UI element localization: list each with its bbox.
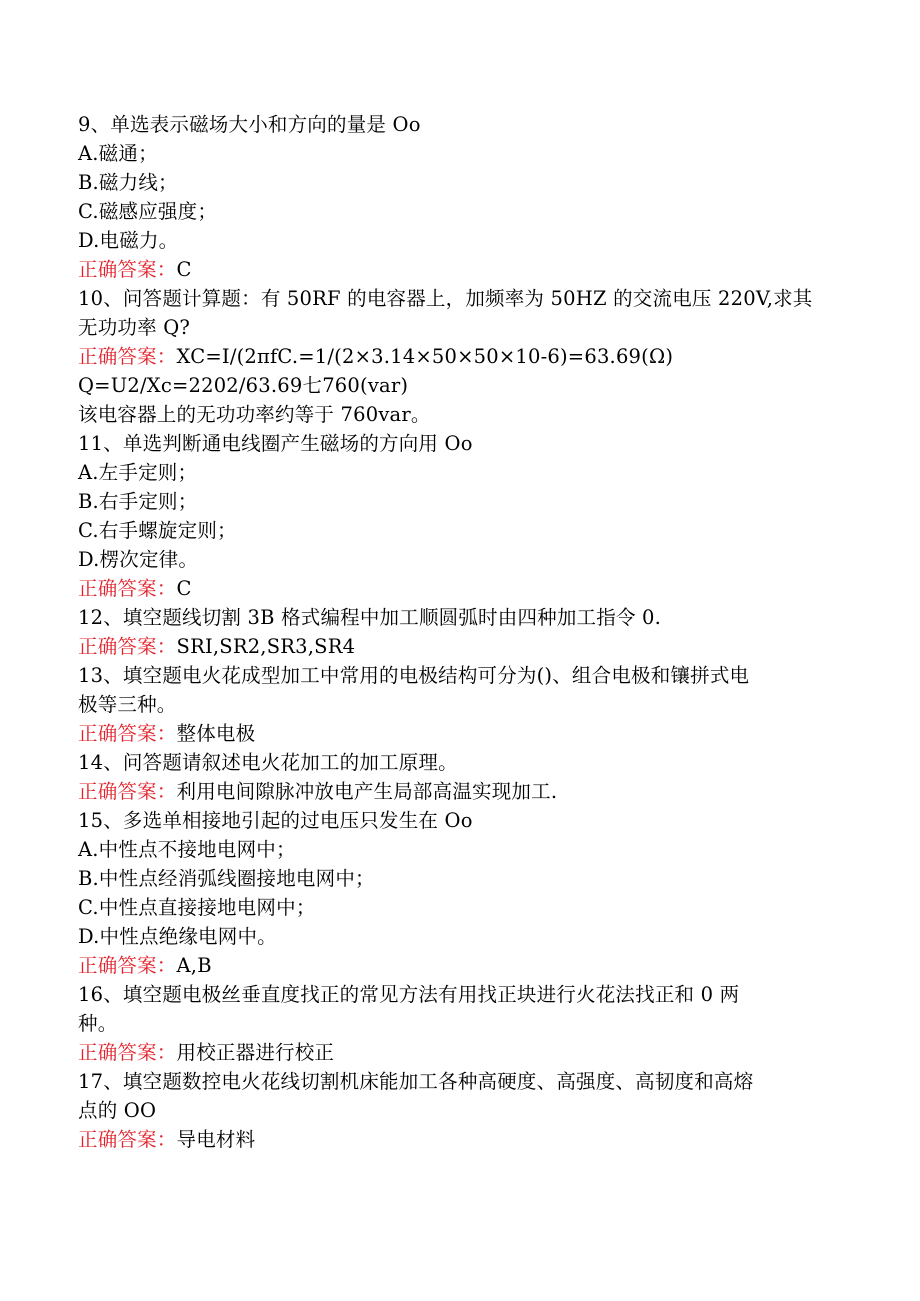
document-body	[78, 110, 838, 1154]
answer-label: 正确答案：	[78, 635, 177, 658]
answer-text: SRI,SR2,SR3,SR4	[176, 635, 356, 658]
question-line: 极等三种。	[78, 693, 177, 716]
answer-continuation: Q=U2/Xc=2202/63.69七760(var)	[78, 374, 409, 397]
answer-label: 正确答案：	[78, 954, 177, 977]
answer-text: C	[176, 258, 192, 281]
question-line: 10、问答题计算题：有 50RF 的电容器上，加频率为 50HZ 的交流电压 220V,求其	[78, 287, 813, 310]
option-line: C.磁感应强度；	[78, 200, 218, 223]
answer-line	[78, 632, 838, 661]
question-line: 9、单选表示磁场大小和方向的量是 Oo	[78, 113, 421, 136]
answer-text: A,B	[176, 954, 212, 977]
question-line: 13、填空题电火花成型加工中常用的电极结构可分为()、组合电极和镶拼式电	[78, 664, 750, 687]
option-line: C.右手螺旋定则；	[78, 519, 237, 542]
option-line: A.左手定则；	[78, 461, 198, 484]
answer-label: 正确答案：	[78, 1041, 177, 1064]
answer-text: 利用电间隙脉冲放电产生局部高温实现加工.	[176, 780, 558, 803]
answer-text: C	[176, 577, 192, 600]
answer-label: 正确答案：	[78, 345, 177, 368]
answer-line	[78, 574, 838, 603]
question-line: 14、问答题请叙述电火花加工的加工原理。	[78, 751, 458, 774]
option-line: D.电磁力。	[78, 229, 179, 252]
option-line: B.中性点经消弧线圈接地电网中；	[78, 867, 375, 890]
option-line: B.右手定则；	[78, 490, 198, 513]
answer-label: 正确答案：	[78, 258, 177, 281]
answer-text: XC=I/(2πfC.=1/(2×3.14×50×50×10-6)=63.69(Ω)	[176, 345, 674, 368]
answer-label: 正确答案：	[78, 722, 177, 745]
option-line: A.中性点不接地电网中；	[78, 838, 296, 861]
question-line: 点的 OO	[78, 1099, 157, 1122]
answer-line	[78, 342, 838, 371]
answer-line	[78, 951, 838, 980]
answer-line	[78, 1038, 838, 1067]
answer-continuation: 该电容器上的无功功率约等于 760var。	[78, 403, 431, 426]
answer-line	[78, 1125, 838, 1154]
option-line: C.中性点直接接地电网中；	[78, 896, 316, 919]
answer-text: 用校正器进行校正	[176, 1041, 335, 1064]
answer-label: 正确答案：	[78, 780, 177, 803]
option-line: D.中性点绝缘电网中。	[78, 925, 277, 948]
question-line: 种。	[78, 1012, 118, 1035]
answer-line	[78, 255, 838, 284]
answer-text: 导电材料	[176, 1128, 256, 1151]
answer-label: 正确答案：	[78, 1128, 177, 1151]
option-line: A.磁通；	[78, 142, 158, 165]
answer-line	[78, 719, 838, 748]
question-line: 17、填空题数控电火花线切割机床能加工各种高硬度、高强度、高韧度和高熔	[78, 1070, 754, 1093]
answer-line	[78, 777, 838, 806]
question-line: 15、多选单相接地引起的过电压只发生在 Oo	[78, 809, 473, 832]
option-line: D.楞次定律。	[78, 548, 199, 571]
answer-label: 正确答案：	[78, 577, 177, 600]
option-line: B.磁力线；	[78, 171, 178, 194]
question-line: 无功功率 Q?	[78, 316, 191, 339]
answer-text: 整体电极	[176, 722, 256, 745]
question-line: 11、单选判断通电线圈产生磁场的方向用 Oo	[78, 432, 473, 455]
question-line: 12、填空题线切割 3B 格式编程中加工顺圆弧时由四种加工指令 0.	[78, 606, 662, 629]
question-line: 16、填空题电极丝垂直度找正的常见方法有用找正块进行火花法找正和 0 两	[78, 983, 740, 1006]
